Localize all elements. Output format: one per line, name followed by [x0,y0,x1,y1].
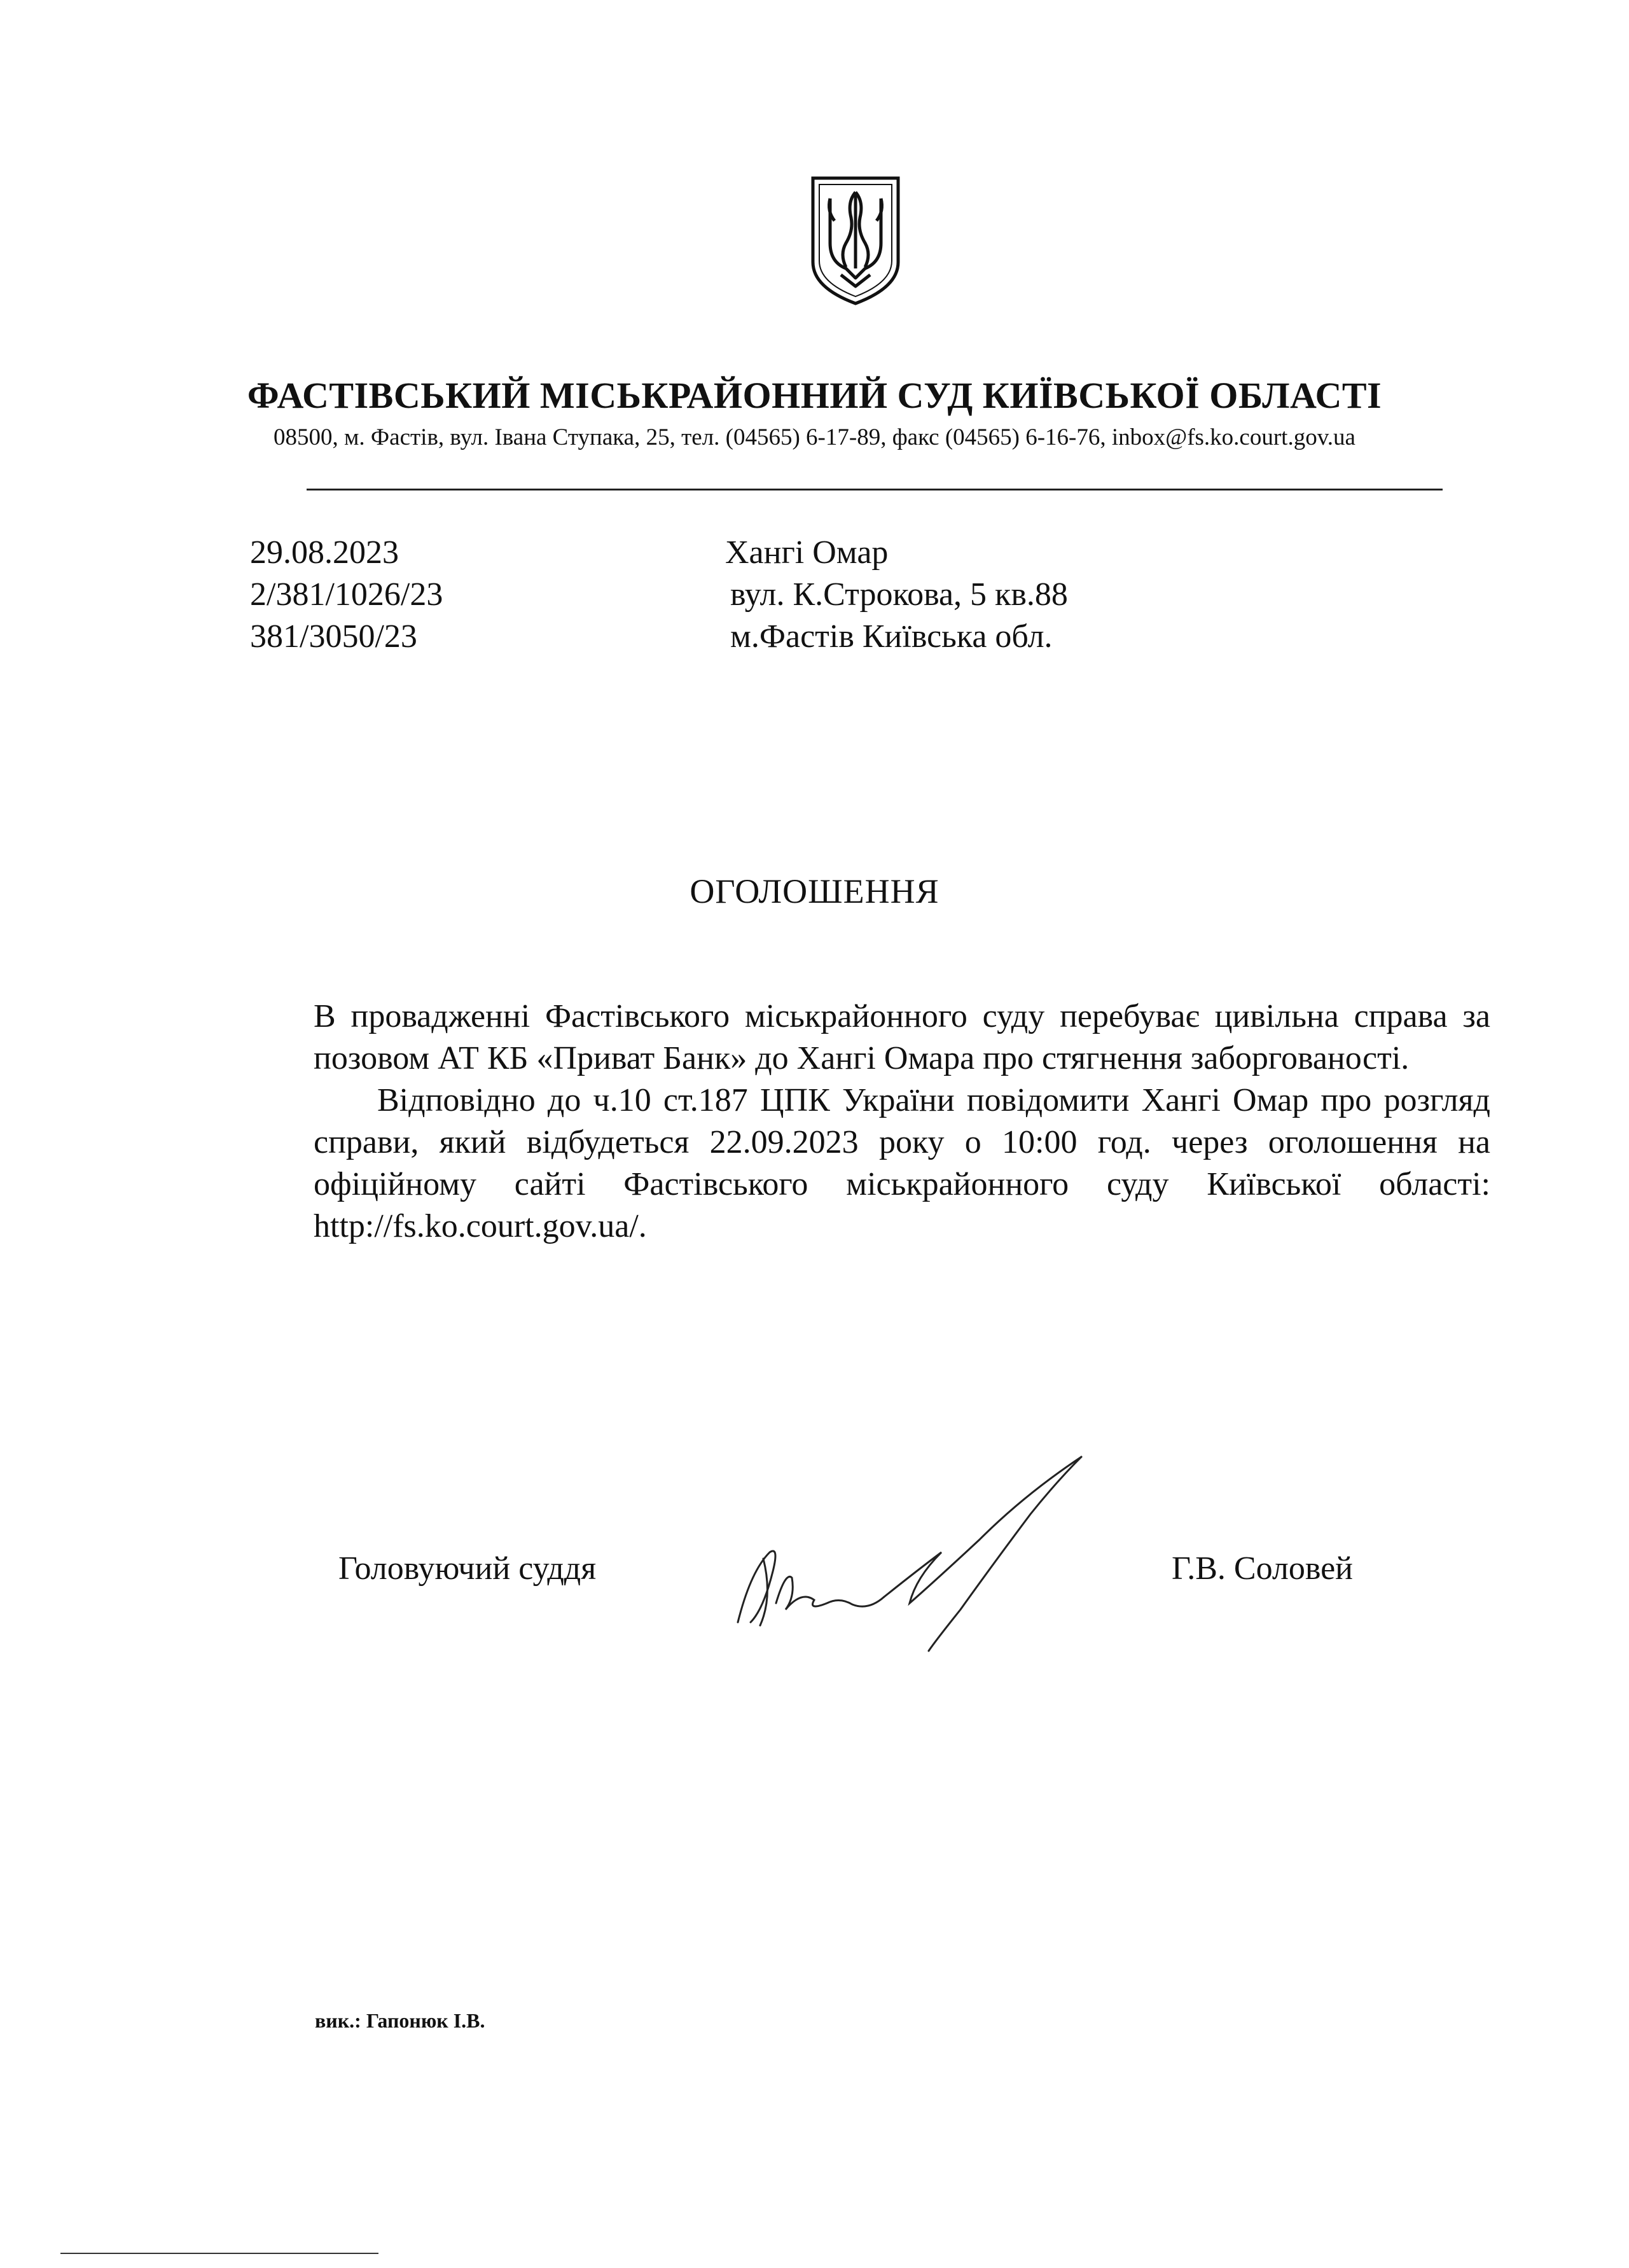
signer-position: Головуючий суддя [338,1550,597,1587]
court-name: ФАСТІВСЬКИЙ МІСЬКРАЙОННИЙ СУД КИЇВСЬКОЇ ОБЛАСТІ [247,375,1382,416]
coat-of-arms-icon [808,173,903,307]
outgoing-number: 2/381/1026/23 [250,576,443,613]
recipient-city: м.Фастів Київська обл. [730,618,1053,655]
recipient-block [725,532,1068,658]
recipient-name: Хангі Омар [725,534,889,571]
signature-image [725,1444,1094,1654]
court-address: 08500, м. Фастів, вул. Івана Ступака, 25, тел. (04565) 6-17-89, факс (04565) 6-16-76, inbox@fs.ko.court.gov.ua [274,424,1355,450]
document-meta [250,532,443,658]
footer-divider [60,2253,378,2254]
document-title: ОГОЛОШЕННЯ [690,872,939,910]
executor-note: вик.: Гапонюк І.В. [315,2009,485,2032]
case-number: 381/3050/23 [250,618,417,655]
recipient-street: вул. К.Строкова, 5 кв.88 [730,576,1068,613]
announcement-body [314,996,1490,1248]
body-paragraph-2: Відповідно до ч.10 ст.187 ЦПК України повідомити Хангі Омар про розгляд справи, який відбудеться 22.09.2023 року о 10:00 год. через оголошення на офіційному сайті Фастівського міськрайонного суду Київської області: http://fs.ko.court.gov.ua/. [314,1082,1490,1244]
document-date: 29.08.2023 [250,534,399,571]
body-paragraph-1: В провадженні Фастівського міськрайонного суду перебуває цивільна справа за позовом АТ КБ «Приват Банк» до Хангі Омара про стягнення заборгованості. [314,998,1490,1076]
judge-name: Г.В. Соловей [1172,1550,1353,1587]
header-divider [307,489,1443,490]
